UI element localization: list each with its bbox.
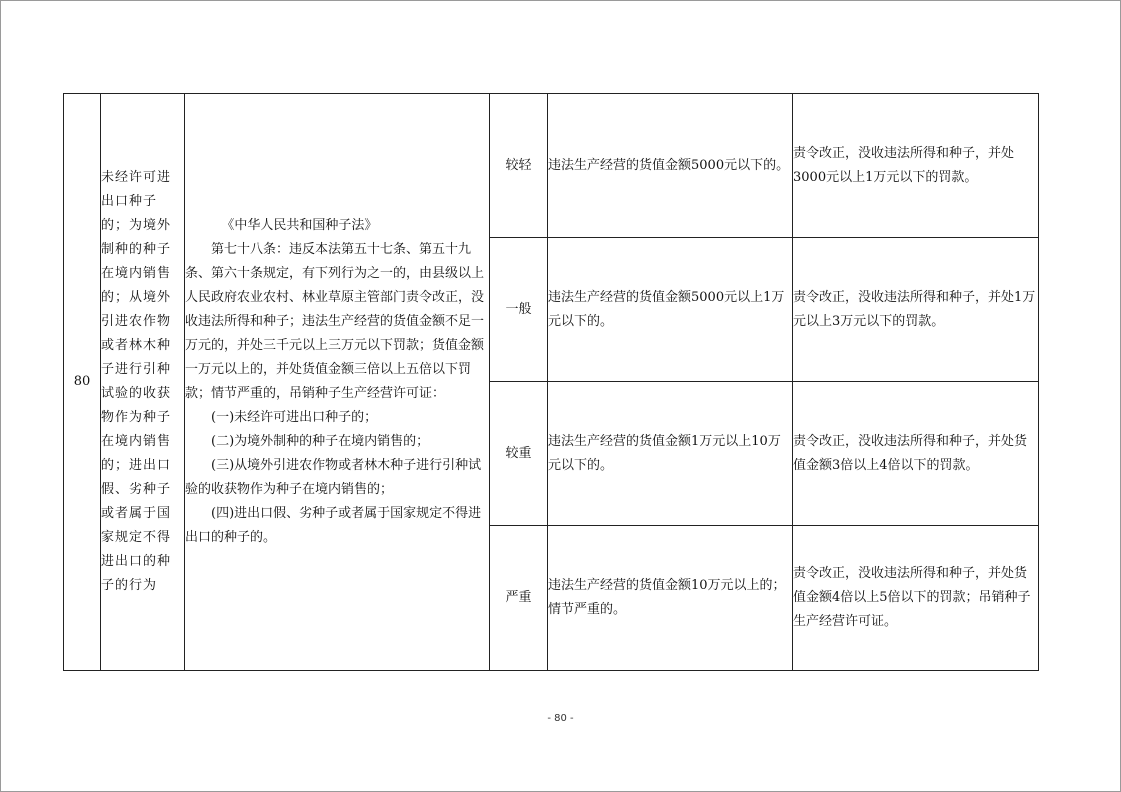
circumstance-cell [548, 526, 793, 671]
law-item-3: (三)从境外引进农作物或者林木种子进行引种试验的收获物作为种子在境内销售的； [185, 458, 482, 497]
penalty-standard-text: 责令改正，没收违法所得和种子，并处3000元以上1万元以下的罚款。 [793, 145, 1015, 185]
penalty-standard-text: 责令改正，没收违法所得和种子，并处1万元以上3万元以下的罚款。 [793, 289, 1036, 329]
law-title: 《中华人民共和国种子法》 [221, 218, 378, 233]
legal-basis-cell [185, 94, 490, 671]
level-cell-general [490, 238, 548, 382]
penalty-standard-text: 责令改正，没收违法所得和种子，并处货值金额3倍以上4倍以下的罚款。 [793, 433, 1028, 473]
penalty-standard-table [63, 93, 1039, 671]
level-label: 严重 [505, 590, 532, 605]
level-label: 较重 [505, 445, 532, 461]
penalty-standard-cell [793, 382, 1039, 526]
level-cell-severe [490, 526, 548, 671]
serial-number-cell [64, 94, 101, 671]
penalty-standard-cell [793, 94, 1039, 238]
level-label: 较轻 [505, 157, 532, 173]
circumstance-cell [548, 238, 793, 382]
circumstance-text: 违法生产经营的货值金额5000元以下的。 [548, 157, 790, 173]
penalty-standard-text: 责令改正，没收违法所得和种子，并处货值金额4倍以上5倍以下的罚款；吊销种子生产经营许可证。 [793, 566, 1031, 629]
violation-behavior-text: 未经许可进出口种子的；为境外制种的种子在境内销售的；从境外引进农作物或者林木种子进行引种试验的收获物作为种子在境内销售的；进出口假、劣种子或者属于国家规定不得进出口的种子的行为 [101, 170, 172, 593]
page-number: - 80 - [547, 713, 574, 724]
penalty-standard-cell [793, 526, 1039, 671]
law-item-2: (二)为境外制种的种子在境内销售的； [211, 434, 430, 449]
table-row [64, 94, 1039, 238]
circumstance-cell [548, 94, 793, 238]
penalty-standard-cell [793, 238, 1039, 382]
level-label: 一般 [505, 301, 532, 317]
law-item-1: (一)未经许可进出口种子的； [211, 410, 378, 425]
circumstance-text: 违法生产经营的货值金额10万元以上的；情节严重的。 [548, 578, 786, 617]
law-item-4: (四)进出口假、劣种子或者属于国家规定不得进出口的种子的。 [185, 506, 482, 545]
law-article-text: 第七十八条：违反本法第五十七条、第五十九条、第六十条规定，有下列行为之一的，由县级以上人民政府农业农村、林业草原主管部门责令改正，没收违法所得和种子；违法生产经营的货值金额不足一万元的，并处三千元以上三万元以下罚款；货值金额一万元以上的，并处货值金额三倍以上五倍以下罚款；情节严重的，吊销种子生产经营许可证： [185, 242, 485, 401]
level-cell-light [490, 94, 548, 238]
serial-number: 80 [73, 374, 91, 389]
circumstance-text: 违法生产经营的货值金额1万元以上10万元以下的。 [548, 433, 781, 473]
level-cell-serious [490, 382, 548, 526]
circumstance-cell [548, 382, 793, 526]
circumstance-text: 违法生产经营的货值金额5000元以上1万元以下的。 [548, 289, 785, 329]
violation-behavior-cell [101, 94, 185, 671]
